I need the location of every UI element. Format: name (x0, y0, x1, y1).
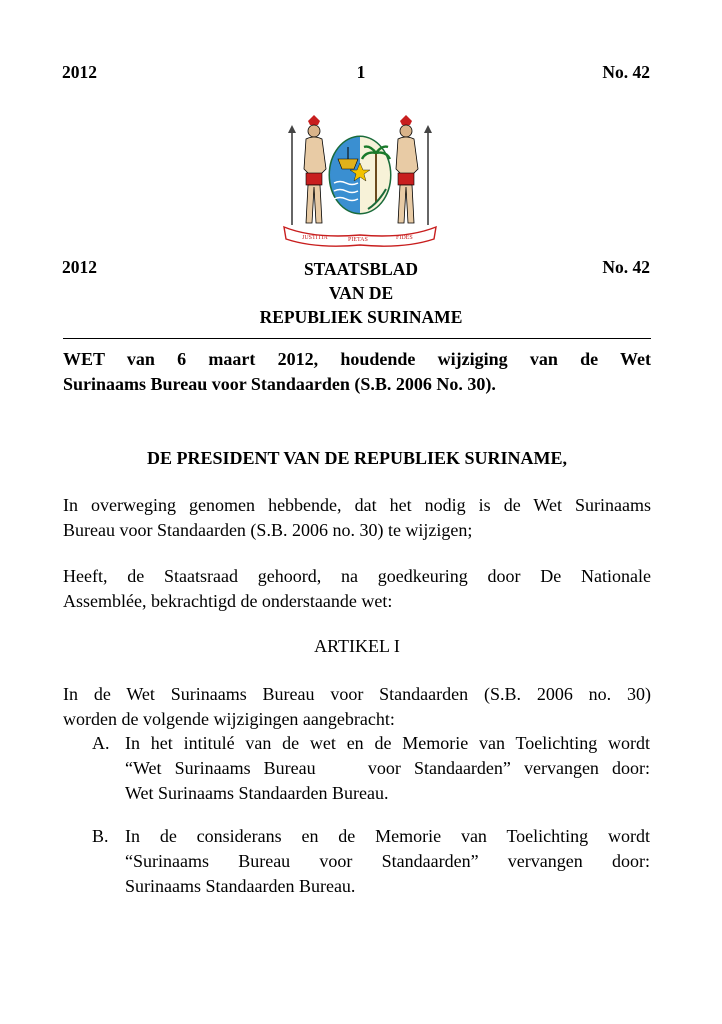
consideration-line-2: Bureau voor Standaarden (S.B. 2006 no. 30) te wijzigen; (63, 520, 473, 540)
suriname-coat-of-arms-icon (280, 113, 440, 247)
motto-ribbon (284, 227, 436, 246)
item-body (125, 731, 650, 806)
motto-pietas: PIETAS (348, 237, 368, 243)
article-intro-line-1: In de Wet Surinaams Bureau voor Standaarden (S.B. 2006 no. 30) (63, 684, 651, 704)
shield (330, 137, 390, 213)
enactment-line-1: Heeft, de Staatsraad gehoord, na goedkeuring door De Nationale (63, 566, 651, 586)
item-line: Wet Surinaams Standaarden Bureau. (125, 783, 389, 803)
article-heading: ARTIKEL I (314, 636, 400, 656)
enactment-paragraph (63, 564, 651, 614)
masthead-year: 2012 (62, 257, 97, 277)
item-body (125, 824, 650, 899)
item-line: In het intitulé van de wet en de Memorie van Toelichting wordt (125, 733, 650, 753)
page-number: 1 (356, 62, 366, 82)
header-number: No. 42 (602, 62, 650, 82)
left-supporter (288, 115, 326, 225)
masthead-number: No. 42 (602, 257, 650, 277)
article-intro-paragraph (63, 682, 651, 732)
item-line: Surinaams Standaarden Bureau. (125, 876, 356, 896)
enactment-line-2: Assemblée, bekrachtigd de onderstaande wet: (63, 591, 393, 611)
law-title-line-2: Surinaams Bureau voor Standaarden (S.B. 2006 No. 30). (63, 374, 496, 394)
list-item (92, 824, 651, 900)
item-line: In de considerans en de Memorie van Toelichting wordt (125, 826, 650, 846)
item-line: “Wet Surinaams Bureau voor Standaarden” vervangen door: (125, 758, 650, 778)
motto-justitia: JUSTITIA (302, 235, 328, 241)
horizontal-rule (63, 338, 651, 339)
motto-fides: FIDES (396, 235, 413, 241)
president-heading: DE PRESIDENT VAN DE REPUBLIEK SURINAME, (146, 448, 568, 468)
list-item (92, 731, 651, 807)
item-line: “Surinaams Bureau voor Standaarden” vervangen door: (125, 851, 650, 871)
right-supporter (396, 115, 432, 225)
article-intro-line-2: worden de volgende wijzigingen aangebracht: (63, 709, 395, 729)
header-year: 2012 (62, 62, 97, 82)
consideration-line-1: In overweging genomen hebbende, dat het nodig is de Wet Surinaams (63, 495, 651, 515)
masthead-title (180, 257, 542, 329)
masthead-line-staatsblad: STAATSBLAD (303, 259, 419, 279)
law-title (63, 347, 651, 397)
consideration-paragraph (63, 493, 651, 543)
item-letter: B. (92, 826, 109, 846)
masthead-line-van-de: VAN DE (328, 283, 394, 303)
masthead-line-republiek: REPUBLIEK SURINAME (259, 307, 463, 327)
law-title-line-1: WET van 6 maart 2012, houdende wijziging van de Wet (63, 349, 651, 369)
item-letter: A. (92, 733, 110, 753)
